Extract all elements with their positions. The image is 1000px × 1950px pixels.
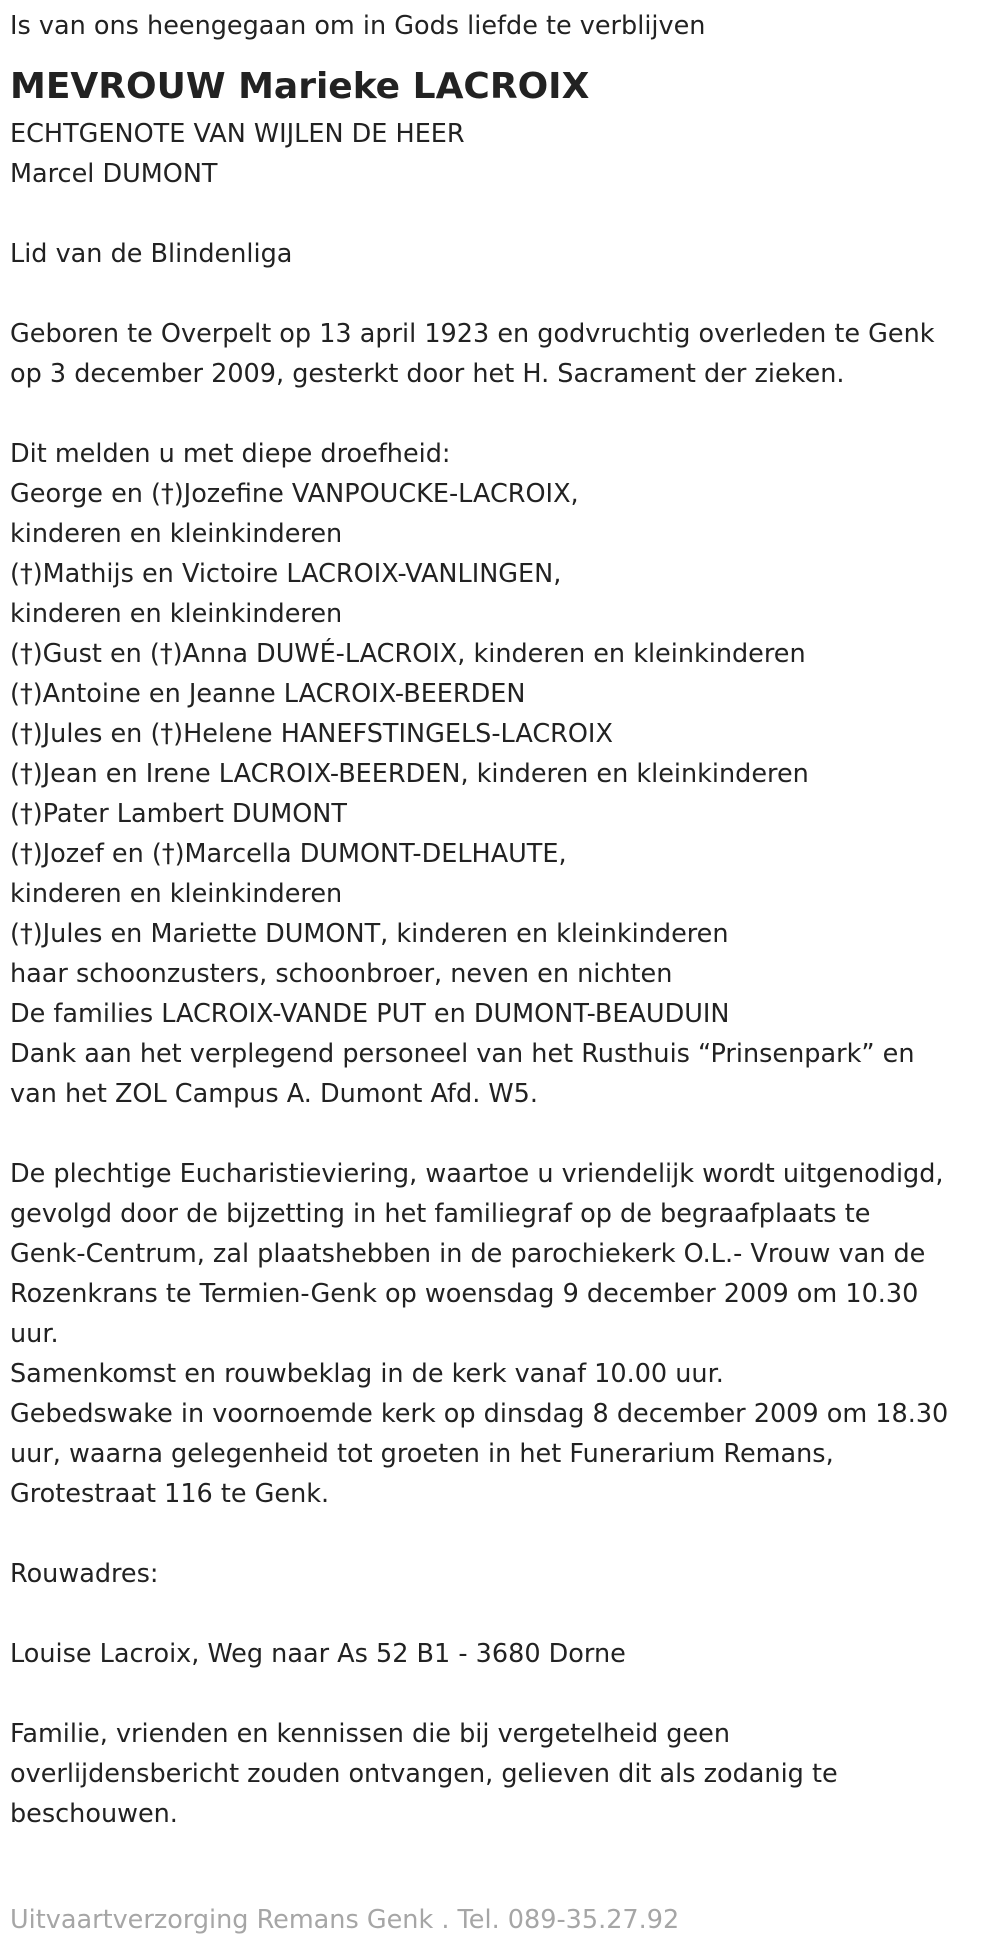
spacer — [10, 394, 990, 434]
spacer — [10, 1594, 990, 1634]
closing-line: beschouwen. — [10, 1799, 178, 1829]
spacer — [10, 274, 990, 314]
family-line: haar schoonzusters, schoonbroer, neven en nichten — [10, 959, 673, 989]
ceremony-line: Samenkomst en rouwbeklag in de kerk vanaf 10.00 uur. — [10, 1359, 724, 1389]
family-line: (†)Gust en (†)Anna DUWÉ-LACROIX, kinderen en kleinkinderen — [10, 639, 806, 669]
family-line: (†)Jules en (†)Helene HANEFSTINGELS-LACROIX — [10, 719, 613, 749]
closing-block — [10, 1714, 990, 1834]
family-list — [10, 474, 990, 1114]
ceremony-line: gevolgd door de bijzetting in het familiegraf op de begraafplaats te — [10, 1199, 871, 1229]
spacer — [10, 1114, 990, 1154]
funeral-home-footer: Uitvaartverzorging Remans Genk . Tel. 089-35.27.92 — [10, 1905, 680, 1935]
family-line: kinderen en kleinkinderen — [10, 519, 343, 549]
spouse-line: ECHTGENOTE VAN WIJLEN DE HEER — [10, 119, 465, 149]
spouse-block — [10, 114, 990, 194]
family-line: kinderen en kleinkinderen — [10, 879, 343, 909]
family-line: George en (†)Jozefine VANPOUCKE-LACROIX, — [10, 479, 579, 509]
birth-death-block — [10, 314, 990, 394]
ceremony-line: uur. — [10, 1319, 59, 1349]
family-line: (†)Mathijs en Victoire LACROIX-VANLINGEN, — [10, 559, 562, 589]
spacer — [10, 1674, 990, 1714]
family-line: van het ZOL Campus A. Dumont Afd. W5. — [10, 1079, 538, 1109]
membership-text: Lid van de Blindenliga — [10, 239, 293, 269]
spacer — [10, 194, 990, 234]
mourning-address: Louise Lacroix, Weg naar As 52 B1 - 3680 Dorne — [10, 1639, 626, 1669]
ceremony-line: De plechtige Eucharistieviering, waartoe u vriendelijk wordt uitgenodigd, — [10, 1159, 944, 1189]
family-line: Dank aan het verplegend personeel van het Rusthuis “Prinsenpark” en — [10, 1039, 915, 1069]
ceremony-line: Rozenkrans te Termien-Genk op woensdag 9 december 2009 om 10.30 — [10, 1279, 919, 1309]
closing-line: overlijdensbericht zouden ontvangen, gelieven dit als zodanig te — [10, 1759, 838, 1789]
family-line: kinderen en kleinkinderen — [10, 599, 343, 629]
closing-line: Familie, vrienden en kennissen die bij vergetelheid geen — [10, 1719, 730, 1749]
ceremony-line: Grotestraat 116 te Genk. — [10, 1479, 330, 1509]
deceased-name: MEVROUW Marieke LACROIX — [10, 66, 590, 107]
ceremony-line: Genk-Centrum, zal plaatshebben in de parochiekerk O.L.- Vrouw van de — [10, 1239, 926, 1269]
birth-death-line: op 3 december 2009, gesterkt door het H. Sacrament der zieken. — [10, 359, 845, 389]
birth-death-line: Geboren te Overpelt op 13 april 1923 en godvruchtig overleden te Genk — [10, 319, 935, 349]
family-line: (†)Jozef en (†)Marcella DUMONT-DELHAUTE, — [10, 839, 567, 869]
address-label: Rouwadres: — [10, 1559, 159, 1589]
family-line: (†)Jean en Irene LACROIX-BEERDEN, kinderen en kleinkinderen — [10, 759, 809, 789]
family-line: (†)Antoine en Jeanne LACROIX-BEERDEN — [10, 679, 526, 709]
intro-text: Is van ons heengegaan om in Gods liefde te verblijven — [10, 11, 706, 41]
family-line: (†)Jules en Mariette DUMONT, kinderen en kleinkinderen — [10, 919, 729, 949]
spacer — [10, 1514, 990, 1554]
spouse-name: Marcel DUMONT — [10, 159, 218, 189]
family-line: De families LACROIX-VANDE PUT en DUMONT-BEAUDUIN — [10, 999, 730, 1029]
announcement-text: Dit melden u met diepe droefheid: — [10, 439, 451, 469]
ceremony-block — [10, 1154, 990, 1514]
family-line: (†)Pater Lambert DUMONT — [10, 799, 347, 829]
ceremony-line: Gebedswake in voornoemde kerk op dinsdag 8 december 2009 om 18.30 — [10, 1399, 949, 1429]
ceremony-line: uur, waarna gelegenheid tot groeten in het Funerarium Remans, — [10, 1439, 834, 1469]
